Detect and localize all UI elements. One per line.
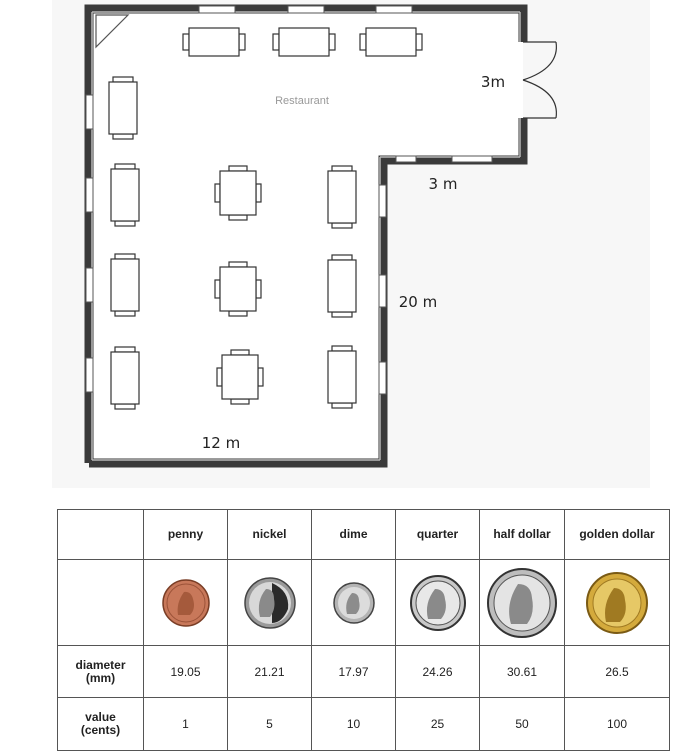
table [328,255,356,317]
col-header-penny: penny [144,510,228,560]
table [111,347,139,409]
diameter-half-dollar: 30.61 [480,646,565,698]
table [273,28,335,56]
window [452,156,492,162]
coin-cell [565,560,670,646]
table [215,166,261,220]
window [86,178,93,212]
value-row [58,698,670,751]
table [109,77,137,139]
right-side-label: 20 m [398,293,438,311]
coin-table [57,509,670,751]
window [86,268,93,302]
value-quarter: 25 [396,698,480,751]
room-label: Restaurant [275,95,329,107]
value-half-dollar: 50 [480,698,565,751]
coin-cell [228,560,312,646]
window [379,275,386,307]
diameter-row-label: diameter (mm) [58,646,144,698]
col-header-quarter: quarter [396,510,480,560]
value-penny: 1 [144,698,228,751]
coin-cell [480,560,565,646]
table [111,164,139,226]
bottom-side-label: 12 m [201,434,241,452]
table [111,254,139,316]
value-golden-dollar: 100 [565,698,670,751]
diameter-golden-dollar: 26.5 [565,646,670,698]
diameter-dime: 17.97 [312,646,396,698]
window [86,358,93,392]
window [396,156,416,162]
col-header-half-dollar: half dollar [480,510,565,560]
golden-dollar-image [584,570,650,636]
value-nickel: 5 [228,698,312,751]
coin-image-row [58,560,670,646]
col-header-golden-dollar: golden dollar [565,510,670,560]
table [217,350,263,404]
coin-header-row [58,510,670,560]
table [328,166,356,228]
table [360,28,422,56]
penny-image [160,577,212,629]
corner-cell [58,510,144,560]
nickel-image [242,575,298,631]
window [379,185,386,217]
half-dollar-image [485,566,559,640]
col-header-nickel: nickel [228,510,312,560]
value-dime: 10 [312,698,396,751]
diameter-penny: 19.05 [144,646,228,698]
window [86,95,93,129]
window [379,362,386,394]
quarter-image [408,573,468,633]
diameter-nickel: 21.21 [228,646,312,698]
table [215,262,261,316]
table [183,28,245,56]
coin-cell [144,560,228,646]
window [376,6,412,13]
diameter-quarter: 24.26 [396,646,480,698]
door-width-label: 3m [480,73,506,91]
coin-cell [396,560,480,646]
col-header-dime: dime [312,510,396,560]
blank-cell [58,560,144,646]
dime-image [331,580,377,626]
window [288,6,324,13]
step-width-label: 3 m [428,175,458,193]
coin-cell [312,560,396,646]
value-row-label: value (cents) [58,698,144,751]
table [328,346,356,408]
window [199,6,235,13]
diameter-row [58,646,670,698]
